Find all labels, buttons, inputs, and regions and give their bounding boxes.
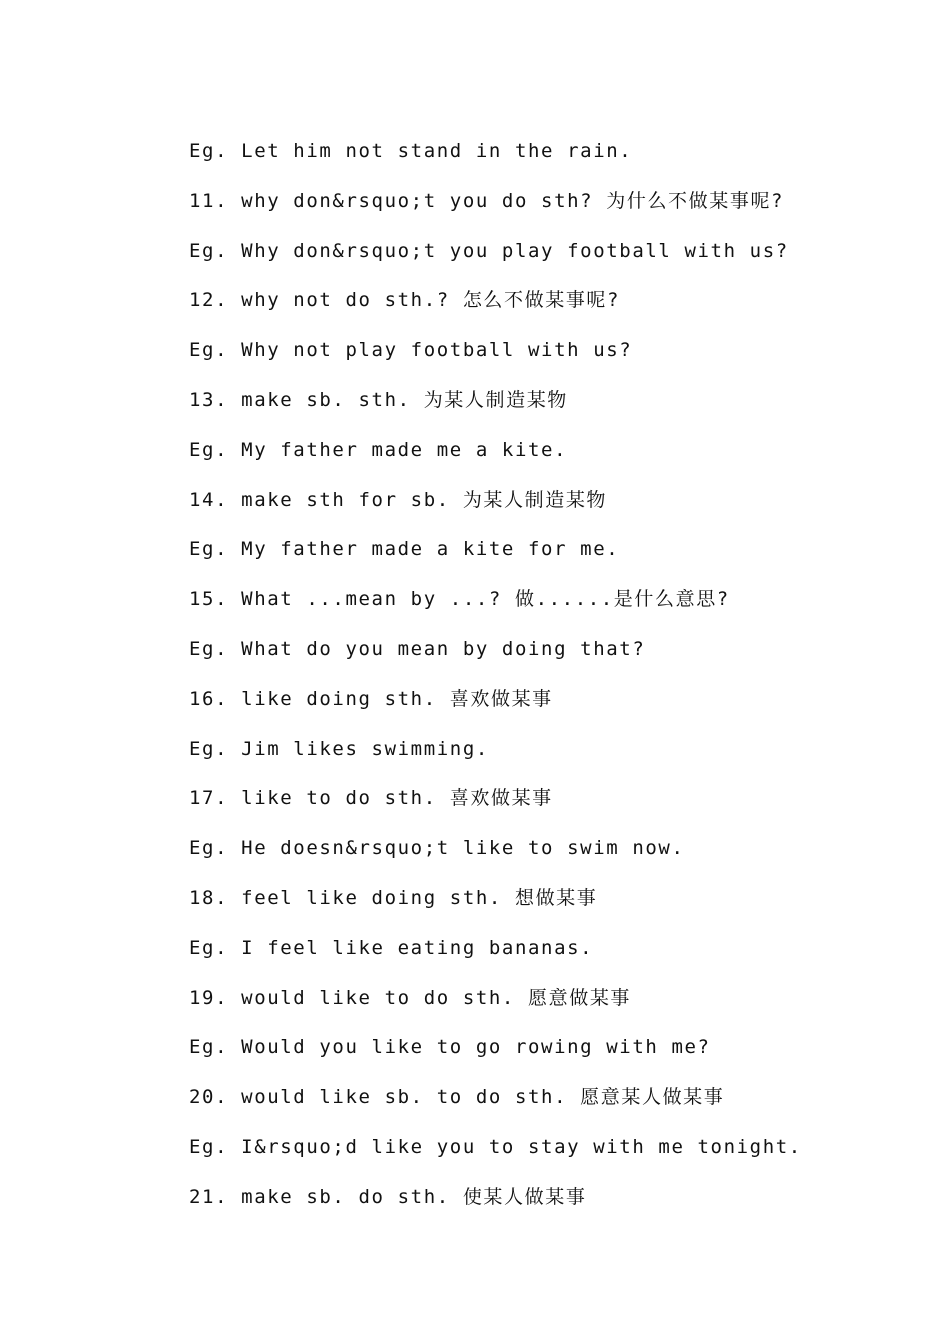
text-line: Eg. Why don&rsquo;t you play football with us? xyxy=(189,239,789,262)
text-line: Eg. Why not play football with us? xyxy=(189,339,633,362)
text-line: Eg. I feel like eating bananas. xyxy=(189,936,594,959)
text-line: Eg. He doesn&rsquo;t like to swim now. xyxy=(189,837,685,860)
text-line: 21. make sb. do sth. 使某人做某事 xyxy=(189,1185,587,1208)
text-line: Eg. What do you mean by doing that? xyxy=(189,637,646,660)
text-line: 14. make sth for sb. 为某人制造某物 xyxy=(189,488,608,511)
text-line: Eg. My father made me a kite. xyxy=(189,438,568,461)
text-line: Eg. My father made a kite for me. xyxy=(189,538,620,561)
text-line: Eg. Would you like to go rowing with me? xyxy=(189,1036,711,1059)
text-line: 12. why not do sth.? 怎么不做某事呢? xyxy=(189,289,621,312)
text-line: 20. would like sb. to do sth. 愿意某人做某事 xyxy=(189,1086,725,1109)
text-line: 17. like to do sth. 喜欢做某事 xyxy=(189,787,553,810)
text-line: 11. why don&rsquo;t you do sth? 为什么不做某事呢? xyxy=(189,189,785,212)
text-line: 13. make sb. sth. 为某人制造某物 xyxy=(189,388,568,411)
text-body xyxy=(189,136,909,1232)
text-line: Eg. Jim likes swimming. xyxy=(189,737,489,760)
text-line: 16. like doing sth. 喜欢做某事 xyxy=(189,687,553,710)
text-line: Eg. Let him not stand in the rain. xyxy=(189,140,633,162)
text-line: 18. feel like doing sth. 想做某事 xyxy=(189,886,598,909)
text-line: 15. What ...mean by ...? 做......是什么意思? xyxy=(189,588,730,611)
text-line: 19. would like to do sth. 愿意做某事 xyxy=(189,986,632,1009)
text-line: Eg. I&rsquo;d like you to stay with me tonight. xyxy=(189,1135,802,1158)
